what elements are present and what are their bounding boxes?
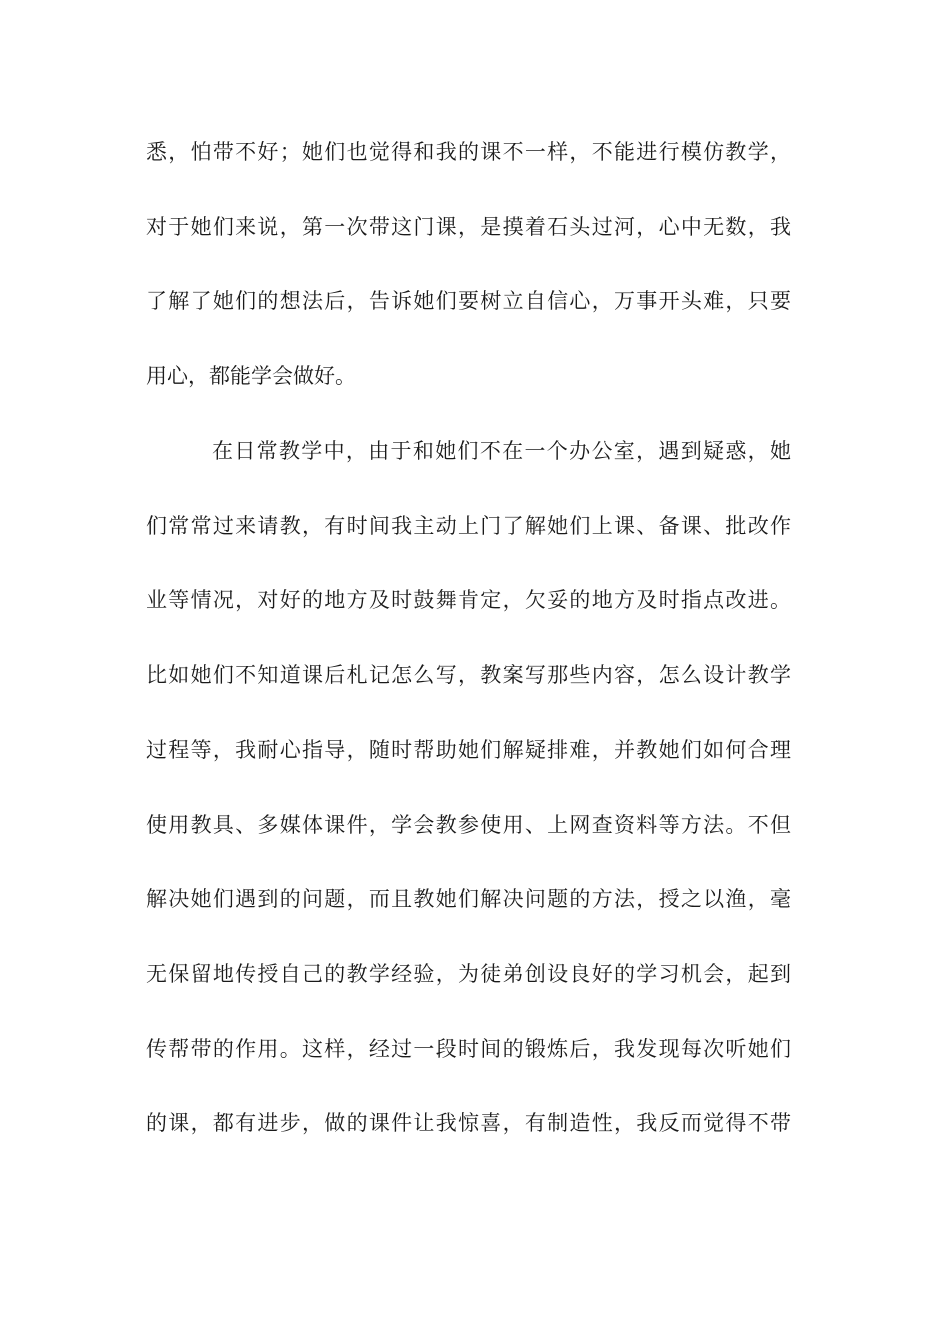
text-line-11: 解决她们遇到的问题，而且教她们解决问题的方法，授之以渔，毫 bbox=[146, 887, 791, 911]
text-line-6: 们常常过来请教，有时间我主动上门了解她们上课、备课、批改作 bbox=[146, 514, 791, 538]
text-line-8: 比如她们不知道课后札记怎么写，教案写那些内容，怎么设计教学 bbox=[146, 663, 791, 687]
text-line-12: 无保留地传授自己的教学经验，为徒弟创设良好的学习机会，起到 bbox=[146, 962, 791, 986]
text-line-13: 传帮带的作用。这样，经过一段时间的锻炼后，我发现每次听她们 bbox=[146, 1037, 791, 1061]
text-line-7: 业等情况，对好的地方及时鼓舞肯定，欠妥的地方及时指点改进。 bbox=[146, 588, 791, 612]
text-line-2: 对于她们来说，第一次带这门课，是摸着石头过河，心中无数，我 bbox=[146, 215, 791, 239]
text-line-4: 用心，都能学会做好。 bbox=[146, 364, 356, 388]
text-line-5: 在日常教学中，由于和她们不在一个办公室，遇到疑惑，她 bbox=[212, 439, 791, 463]
text-line-1: 悉，怕带不好；她们也觉得和我的课不一样，不能进行模仿教学， bbox=[146, 140, 791, 164]
text-line-9: 过程等，我耐心指导，随时帮助她们解疑排难，并教她们如何合理 bbox=[146, 738, 791, 762]
text-line-10: 使用教具、多媒体课件，学会教参使用、上网查资料等方法。不但 bbox=[146, 813, 791, 837]
text-line-3: 了解了她们的想法后，告诉她们要树立自信心，万事开头难，只要 bbox=[146, 289, 791, 313]
text-line-14: 的课，都有进步，做的课件让我惊喜，有制造性，我反而觉得不带 bbox=[146, 1111, 791, 1135]
